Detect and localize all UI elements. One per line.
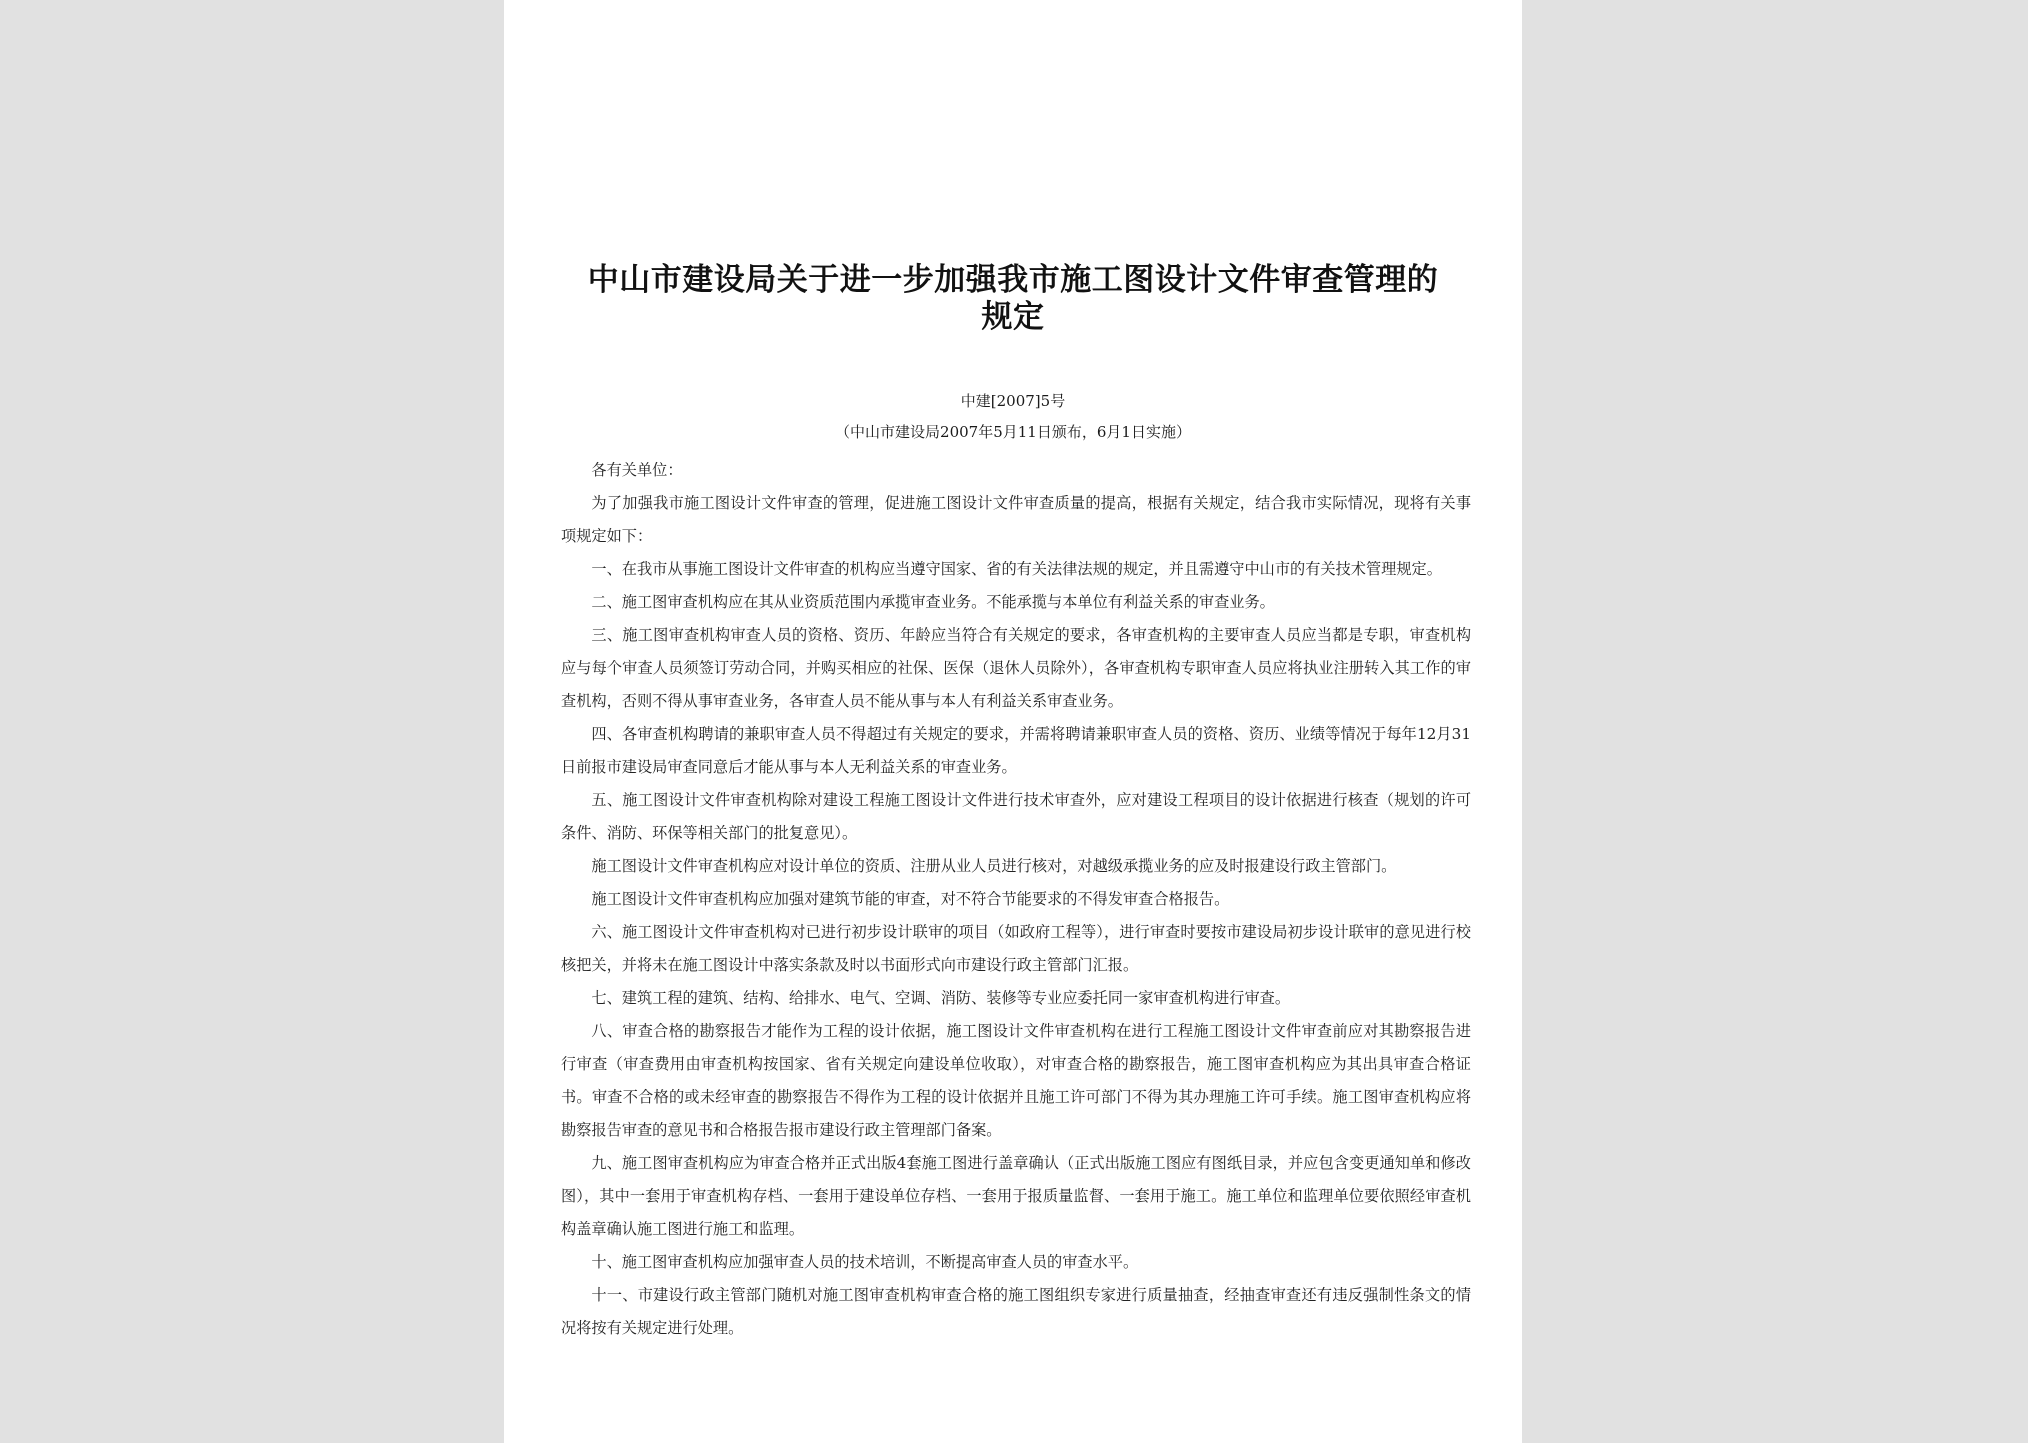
document-title: 中山市建设局关于进一步加强我市施工图设计文件审查管理的规定 xyxy=(587,262,1439,335)
paragraph-8: 八、审查合格的勘察报告才能作为工程的设计依据，施工图设计文件审查机构在进行工程施工图设计文件审查前应对其勘察报告进行审查（审查费用由审查机构按国家、省有关规定向建设单位收取），对审查合格的勘察报告，施工图审查机构应为其出具审查合格证书。审查不合格的或未经审查的勘察报告不得作为工程的设计依据并且施工许可部门不得为其办理施工许可手续。施工图审查机构应将勘察报告审查的意见书和合格报告报市建设行政主管理部门备案。 xyxy=(561,1022,1471,1139)
paragraph-3: 三、施工图审查机构审查人员的资格、资历、年龄应当符合有关规定的要求，各审查机构的主要审查人员应当都是专职，审查机构应与每个审查人员须签订劳动合同，并购买相应的社保、医保（退休人员除外），各审查机构专职审查人员应将执业注册转入其工作的审查机构，否则不得从事审查业务，各审查人员不能从事与本人有利益关系审查业务。 xyxy=(561,626,1471,710)
paragraph-7: 七、建筑工程的建筑、结构、给排水、电气、空调、消防、装修等专业应委托同一家审查机构进行审查。 xyxy=(591,989,1291,1007)
paragraph-5b: 施工图设计文件审查机构应加强对建筑节能的审查，对不符合节能要求的不得发审查合格报告。 xyxy=(591,890,1230,908)
issue-date-note: （中山市建设局2007年5月11日颁布，6月1日实施） xyxy=(835,423,1191,441)
paragraph-9: 九、施工图审查机构应为审查合格并正式出版4套施工图进行盖章确认（正式出版施工图应有图纸目录，并应包含变更通知单和修改图），其中一套用于审查机构存档、一套用于建设单位存档、一套用于报质量监督、一套用于施工。施工单位和监理单位要依照经审查机构盖章确认施工图进行施工和监理。 xyxy=(561,1154,1471,1238)
salutation: 各有关单位： xyxy=(591,461,683,479)
paragraph-5a: 施工图设计文件审查机构应对设计单位的资质、注册从业人员进行核对，对越级承揽业务的应及时报建设行政主管部门。 xyxy=(591,857,1397,875)
paragraph-10: 十、施工图审查机构应加强审查人员的技术培训，不断提高审查人员的审查水平。 xyxy=(591,1253,1139,1271)
paragraph-6: 六、施工图设计文件审查机构对已进行初步设计联审的项目（如政府工程等），进行审查时要按市建设局初步设计联审的意见进行校核把关，并将未在施工图设计中落实条款及时以书面形式向市建设行政主管部门汇报。 xyxy=(561,923,1471,974)
paragraph-intro: 为了加强我市施工图设计文件审查的管理，促进施工图设计文件审查质量的提高，根据有关规定，结合我市实际情况，现将有关事项规定如下： xyxy=(561,494,1471,545)
paragraph-2: 二、施工图审查机构应在其从业资质范围内承揽审查业务。不能承揽与本单位有利益关系的审查业务。 xyxy=(591,593,1275,611)
document-number: 中建[2007]5号 xyxy=(960,392,1066,410)
paragraph-5: 五、施工图设计文件审查机构除对建设工程施工图设计文件进行技术审查外，应对建设工程项目的设计依据进行核查（规划的许可条件、消防、环保等相关部门的批复意见）。 xyxy=(561,791,1471,842)
paragraph-4: 四、各审查机构聘请的兼职审查人员不得超过有关规定的要求，并需将聘请兼职审查人员的资格、资历、业绩等情况于每年12月31日前报市建设局审查同意后才能从事与本人无利益关系的审查业务。 xyxy=(561,725,1471,776)
document-body xyxy=(561,454,1471,1345)
paragraph-11: 十一、市建设行政主管部门随机对施工图审查机构审查合格的施工图组织专家进行质量抽查，经抽查审查还有违反强制性条文的情况将按有关规定进行处理。 xyxy=(561,1286,1471,1337)
paragraph-1: 一、在我市从事施工图设计文件审查的机构应当遵守国家、省的有关法律法规的规定，并且需遵守中山市的有关技术管理规定。 xyxy=(591,560,1442,578)
document-page xyxy=(504,0,1522,1443)
